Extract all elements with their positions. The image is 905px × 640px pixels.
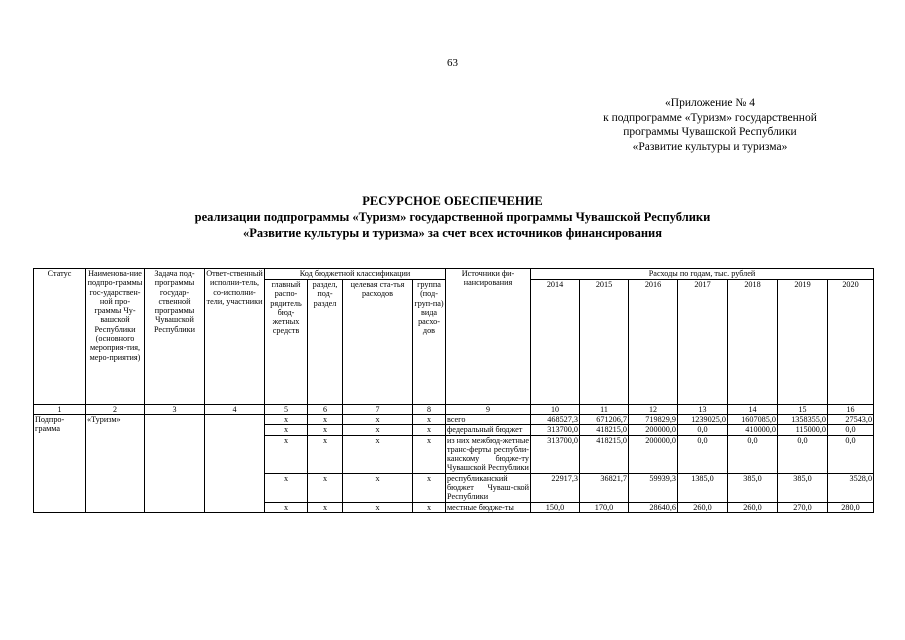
value-cell: 385,0 <box>728 473 778 502</box>
value-cell: 280,0 <box>828 502 874 512</box>
resource-table <box>33 268 874 513</box>
source-cell: всего <box>446 415 531 425</box>
column-number: 8 <box>413 405 446 415</box>
header-year: 2015 <box>580 280 629 405</box>
value-cell: 22917,3 <box>531 473 580 502</box>
column-number: 11 <box>580 405 629 415</box>
title-line-3: «Развитие культуры и туризма» за счет всех источников финансирования <box>242 226 662 240</box>
header-year: 2019 <box>778 280 828 405</box>
responsible-cell <box>205 415 265 513</box>
source-cell: из них межбюд-жетные транс-ферты республи-канскому бюдже-ту Чувашской Республики <box>447 435 529 473</box>
table-row <box>34 415 874 425</box>
status-cell: Подпро-грамма <box>34 415 86 513</box>
value-cell: 59939,3 <box>629 473 678 502</box>
header-responsible: Ответ-ственный исполни-тель, со-исполни-тели, участники <box>205 269 265 405</box>
header-grbs: главный распо-рядитель бюд-жетных средств <box>265 280 308 405</box>
column-number: 14 <box>728 405 778 415</box>
code-cell: х <box>413 425 446 435</box>
header-target-item: целевая ста-тья расходов <box>343 280 413 405</box>
value-cell: 671206,7 <box>580 415 629 425</box>
value-cell: 36821,7 <box>580 473 629 502</box>
code-cell: х <box>413 473 446 502</box>
header-expenses: Расходы по годам, тыс. рублей <box>531 269 874 280</box>
value-cell: 200000,0 <box>629 435 678 473</box>
code-cell: х <box>265 415 308 425</box>
header-year: 2014 <box>531 280 580 405</box>
code-cell: х <box>265 473 308 502</box>
column-number: 15 <box>778 405 828 415</box>
header-year: 2016 <box>629 280 678 405</box>
value-cell: 260,0 <box>728 502 778 512</box>
code-cell: х <box>308 502 343 512</box>
value-cell: 28640,6 <box>629 502 678 512</box>
value-cell: 1385,0 <box>678 473 728 502</box>
code-cell: х <box>343 473 413 502</box>
value-cell: 0,0 <box>728 435 778 473</box>
header-budget-code: Код бюджетной классификации <box>265 269 446 280</box>
value-cell: 0,0 <box>828 425 874 435</box>
document-title <box>0 193 905 241</box>
source-cell: республиканский бюджет Чуваш-ской Республики <box>447 473 529 502</box>
value-cell: 200000,0 <box>629 425 678 435</box>
source-cell: местные бюдже-ты <box>446 502 531 512</box>
value-cell: 0,0 <box>678 435 728 473</box>
value-cell: 0,0 <box>828 435 874 473</box>
column-number: 13 <box>678 405 728 415</box>
column-number: 7 <box>343 405 413 415</box>
value-cell: 719829,9 <box>629 415 678 425</box>
column-number: 4 <box>205 405 265 415</box>
header-status: Статус <box>34 269 86 405</box>
header-year: 2018 <box>728 280 778 405</box>
value-cell: 410000,0 <box>728 425 778 435</box>
header-name: Наименова-ние подпро-граммы гос-ударствен-ной про-граммы Чу-вашской Республики (основного мероприя-тия, меро-приятия) <box>86 269 145 405</box>
value-cell: 1239025,0 <box>678 415 728 425</box>
value-cell: 27543,0 <box>828 415 874 425</box>
column-number: 6 <box>308 405 343 415</box>
value-cell: 1358355,0 <box>778 415 828 425</box>
code-cell: х <box>308 435 343 473</box>
value-cell: 1607085,0 <box>728 415 778 425</box>
value-cell: 0,0 <box>778 435 828 473</box>
value-cell: 0,0 <box>678 425 728 435</box>
value-cell: 150,0 <box>531 502 580 512</box>
column-number: 1 <box>34 405 86 415</box>
code-cell: х <box>343 502 413 512</box>
value-cell: 313700,0 <box>531 435 580 473</box>
code-cell: х <box>265 435 308 473</box>
value-cell: 385,0 <box>778 473 828 502</box>
header-expense-group: группа (под-груп-па) вида расхо-дов <box>413 280 446 405</box>
code-cell: х <box>265 502 308 512</box>
appendix-note <box>520 96 900 154</box>
header-task: Задача под-программы государ-ственной программы Чувашской Республики <box>145 269 205 405</box>
code-cell: х <box>308 415 343 425</box>
code-cell: х <box>413 435 446 473</box>
column-number: 16 <box>828 405 874 415</box>
column-number: 2 <box>86 405 145 415</box>
appendix-line: «Приложение № 4 <box>665 97 755 109</box>
code-cell: х <box>413 415 446 425</box>
code-cell: х <box>413 502 446 512</box>
header-section: раздел, под-раздел <box>308 280 343 405</box>
value-cell: 313700,0 <box>531 425 580 435</box>
value-cell: 418215,0 <box>580 435 629 473</box>
title-line-2: реализации подпрограммы «Туризм» государственной программы Чувашской Республики <box>194 210 711 224</box>
page-number: 63 <box>447 57 458 69</box>
source-cell: федеральный бюджет <box>446 425 531 435</box>
code-cell: х <box>308 425 343 435</box>
value-cell: 468527,3 <box>531 415 580 425</box>
column-numbers-row <box>34 405 874 415</box>
appendix-line: к подпрограмме «Туризм» государственной <box>603 111 817 124</box>
code-cell: х <box>343 435 413 473</box>
value-cell: 3528,0 <box>828 473 874 502</box>
column-number: 9 <box>446 405 531 415</box>
header-year: 2017 <box>678 280 728 405</box>
value-cell: 270,0 <box>778 502 828 512</box>
appendix-line: «Развитие культуры и туризма» <box>632 140 788 153</box>
code-cell: х <box>265 425 308 435</box>
code-cell: х <box>343 415 413 425</box>
name-cell: «Туризм» <box>86 415 145 513</box>
column-number: 12 <box>629 405 678 415</box>
appendix-line: программы Чувашской Республики <box>623 126 797 138</box>
header-year: 2020 <box>828 280 874 405</box>
value-cell: 115000,0 <box>778 425 828 435</box>
header-sources: Источники фи-нансирования <box>446 269 531 405</box>
value-cell: 170,0 <box>580 502 629 512</box>
task-cell <box>145 415 205 513</box>
code-cell: х <box>343 425 413 435</box>
value-cell: 418215,0 <box>580 425 629 435</box>
column-number: 5 <box>265 405 308 415</box>
code-cell: х <box>308 473 343 502</box>
value-cell: 260,0 <box>678 502 728 512</box>
column-number: 3 <box>145 405 205 415</box>
column-number: 10 <box>531 405 580 415</box>
title-line-1: РЕСУРСНОЕ ОБЕСПЕЧЕНИЕ <box>362 194 543 208</box>
